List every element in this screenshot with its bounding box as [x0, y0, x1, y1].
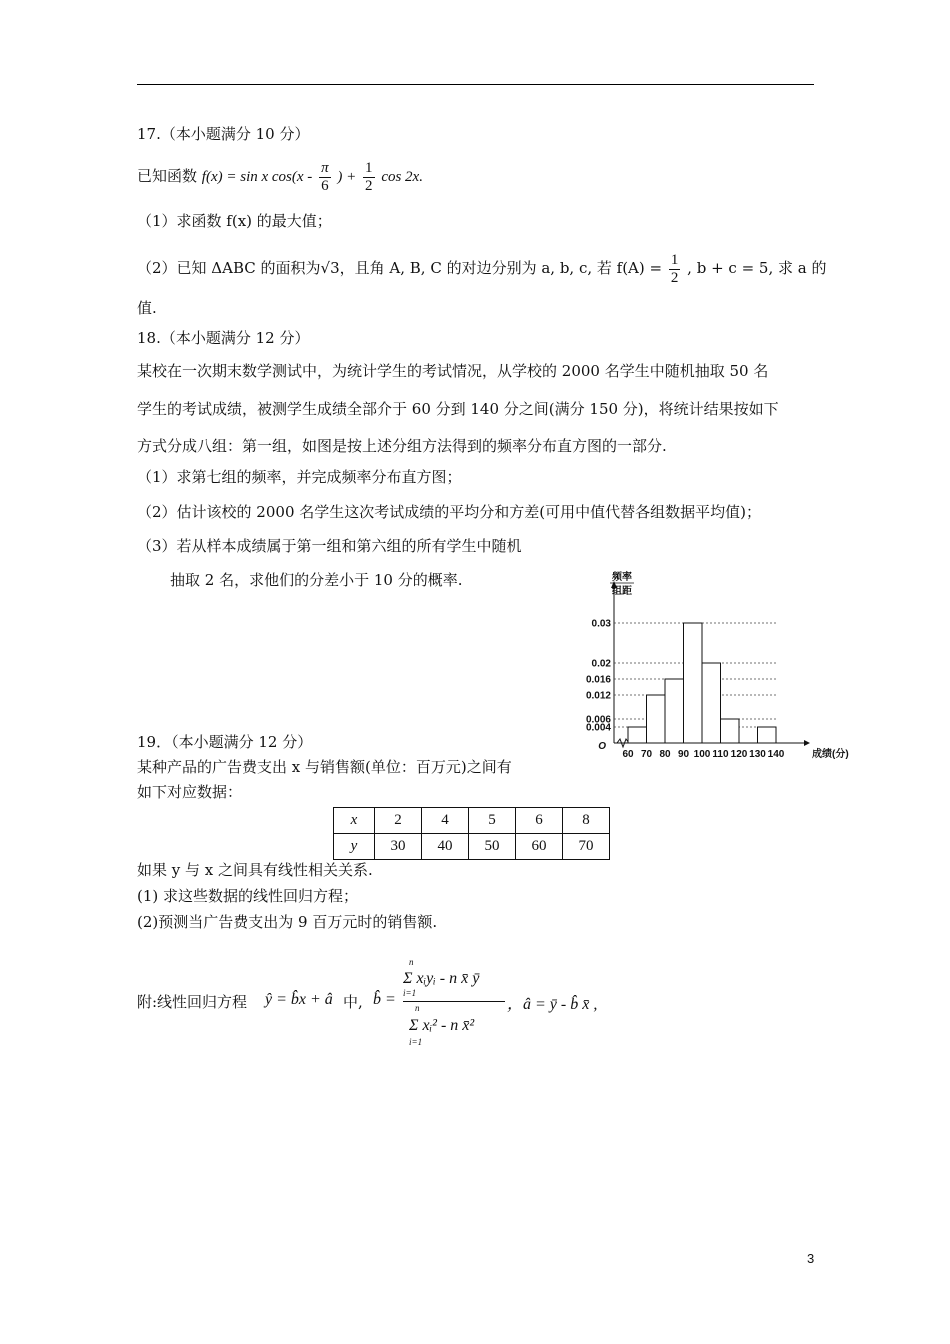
q17-header: 17.（本小题满分 10 分）	[137, 125, 310, 143]
x-tick-label: 130	[749, 749, 766, 760]
q17-part2-b: , b + c = 5, 求 a 的	[687, 259, 827, 277]
page-number: 3	[807, 1251, 815, 1266]
q18-part3a: （3）若从样本成绩属于第一组和第六组的所有学生中随机	[137, 537, 522, 555]
q18-line2: 学生的考试成绩，被测学生成绩全部介于 60 分到 140 分之间(满分 150 分)，将统计结果按如下	[137, 400, 779, 418]
y-tick-label: 0.004	[585, 722, 611, 734]
q19-line2: 如下对应数据：	[137, 783, 243, 801]
table-cell: x	[334, 808, 375, 834]
formula-numerator: Σ xᵢyᵢ - n x̄ ȳ	[403, 970, 480, 987]
q17-part2	[137, 250, 826, 286]
table-cell: 6	[516, 808, 563, 834]
formula-fraction-bar	[403, 1001, 505, 1002]
origin-label: O	[598, 741, 606, 752]
q17-part2-frac: $\frac{1}{2}$	[670, 251, 679, 286]
y-axis-label-top: 频率	[612, 572, 632, 583]
formula-tail: ，â = ȳ - b̂ x̄ ,	[507, 996, 598, 1013]
table-row	[334, 808, 610, 834]
x-tick-label: 100	[693, 749, 711, 760]
x-tick-label: 60	[622, 749, 634, 760]
y-tick-label: 0.02	[591, 658, 611, 670]
q17-frac-pi6: $\frac{\pi}{6}$	[321, 159, 329, 194]
q18-header: 18.（本小题满分 12 分）	[137, 329, 310, 347]
q17-expr1: f(x) = sin x cos(x -	[201, 169, 313, 185]
table-row	[334, 834, 610, 860]
q19-line1: 某种产品的广告费支出 x 与销售额(单位：百万元)之间有	[137, 758, 512, 776]
q19-part1: (1) 求这些数据的线性回归方程；	[137, 887, 359, 905]
q19-part2: (2)预测当广告费支出为 9 百万元时的销售额.	[137, 913, 438, 931]
table-cell: y	[334, 834, 375, 860]
x-tick-label: 110	[712, 749, 729, 760]
histogram-bar	[721, 719, 740, 743]
formula-equation: ŷ = b̂x + â	[265, 991, 333, 1008]
q18-part1: （1）求第七组的频率，并完成频率分布直方图；	[137, 468, 462, 486]
formula-sum-bottom-1: i=1	[403, 988, 417, 998]
x-axis-arrow	[804, 740, 810, 746]
q17-stem-prefix: 已知函数	[137, 167, 198, 185]
q17-part1: （1）求函数 f(x) 的最大值；	[137, 212, 332, 230]
x-tick-label: 90	[677, 749, 690, 760]
formula-denominator: Σ xᵢ² - n x̄²	[409, 1017, 475, 1034]
table-cell: 40	[422, 834, 469, 860]
table-cell: 2	[375, 808, 422, 834]
y-tick-label: 0.012	[585, 690, 611, 702]
x-axis-label: 成绩(分)	[812, 749, 849, 760]
formula-label: 附:线性回归方程	[137, 993, 248, 1011]
table-cell: 60	[516, 834, 563, 860]
x-tick-label: 80	[659, 749, 671, 760]
table-cell: 30	[375, 834, 422, 860]
q17-expr3: cos 2x.	[381, 169, 423, 185]
y-tick-label: 0.006	[585, 714, 611, 726]
q17-part2-end: 值.	[137, 299, 157, 317]
q19-line3: 如果 y 与 x 之间具有线性相关关系.	[137, 861, 373, 879]
q18-line1: 某校在一次期末数学测试中，为统计学生的考试情况，从学校的 2000 名学生中随机抽取 50 名	[137, 362, 769, 380]
formula-bhat: b̂ =	[373, 991, 396, 1008]
formula-mid: 中,	[343, 993, 363, 1011]
table-cell: 70	[563, 834, 610, 860]
q18-line3: 方式分成八组：第一组，如图是按上述分组方法得到的频率分布直方图的一部分.	[137, 437, 667, 455]
table-cell: 50	[469, 834, 516, 860]
x-tick-label: 120	[730, 749, 748, 760]
q18-part2: （2）估计该校的 2000 名学生这次考试成绩的平均分和方差(可用中值代替各组数据平均值)；	[137, 503, 761, 521]
q17-expr2: ) +	[337, 169, 357, 185]
q19-header: 19．（本小题满分 12 分）	[137, 733, 313, 751]
header-rule	[137, 84, 814, 85]
histogram-bar	[702, 663, 721, 743]
regression-formula	[137, 955, 637, 1055]
x-tick-label: 70	[640, 749, 653, 760]
formula-sum-bottom-2: i=1	[409, 1037, 423, 1047]
y-tick-label: 0.016	[585, 674, 611, 686]
formula-sum-top-1: n	[409, 957, 414, 967]
q18-part3b: 抽取 2 名，求他们的分差小于 10 分的概率.	[170, 571, 463, 589]
histogram-bar	[647, 695, 666, 743]
x-tick-label: 140	[767, 749, 785, 760]
histogram-bar	[665, 679, 684, 743]
q17-stem	[137, 158, 423, 194]
histogram-bar	[628, 727, 647, 743]
histogram-bar	[758, 727, 777, 743]
data-table	[333, 807, 610, 860]
q17-part2-a: （2）已知 ΔABC 的面积为√3，且角 A, B, C 的对边分别为 a, b, c, 若 f(A) =	[137, 259, 663, 277]
histogram-bar	[684, 623, 703, 743]
table-cell: 8	[563, 808, 610, 834]
formula-sum-top-2: n	[415, 1003, 420, 1013]
table-cell: 4	[422, 808, 469, 834]
frequency-histogram	[578, 568, 850, 768]
table-cell: 5	[469, 808, 516, 834]
q17-frac-half: $\frac{1}{2}$	[365, 159, 373, 194]
y-tick-label: 0.03	[591, 618, 611, 630]
y-axis-label-bottom: 组距	[612, 586, 632, 597]
